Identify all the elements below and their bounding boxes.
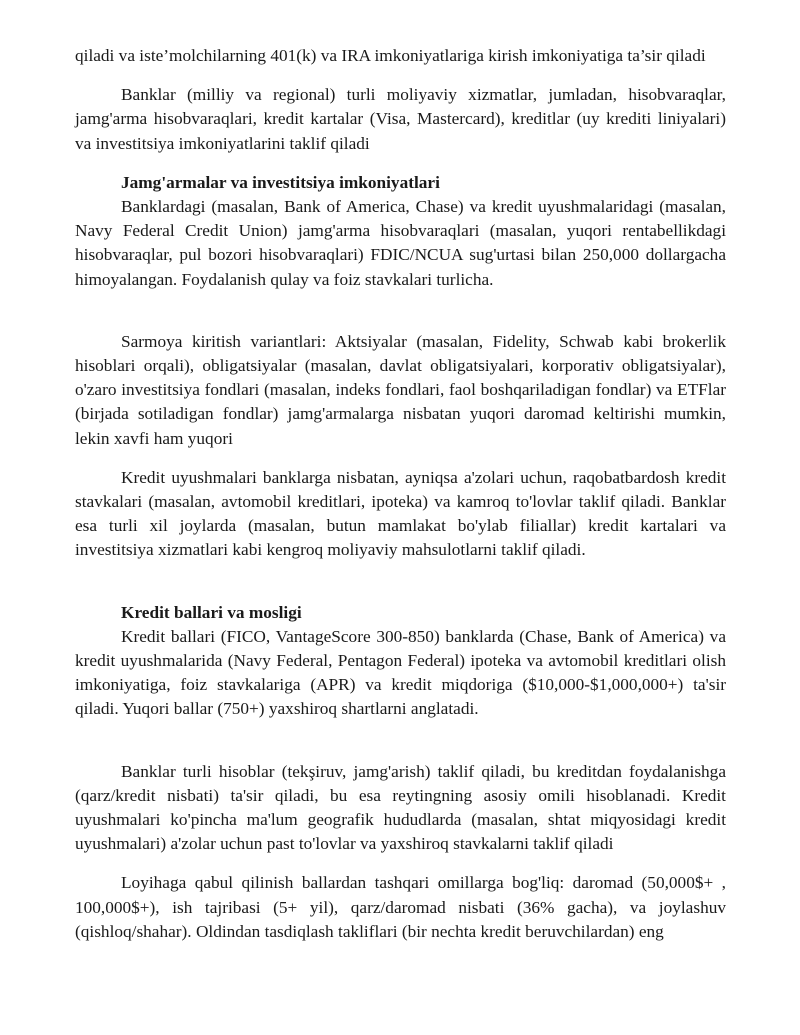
- spacer: [75, 292, 726, 330]
- spacer: [75, 156, 726, 171]
- spacer: [75, 856, 726, 871]
- paragraph-account-types: Banklar turli hisoblar (tekşiruv, jamg'arish) taklif qiladi, bu kreditdan foydalanishga (qarz/kredit nisbati) ta'sir qiladi, bu esa reytingning asosiy omili hisoblanadi. Kredit uyushmalari ko'pincha ma'lum geografik hududlarda (masalan, shtat miqyosidagi kredit uyushmalari) a'zolar uchun past to'lovlar va yaxshiroq stavkalarni taklif qiladi: [75, 761, 726, 854]
- spacer: [75, 563, 726, 601]
- paragraph-savings-accounts: Banklardagi (masalan, Bank of America, Chase) va kredit uyushmalaridagi (masalan, Navy Federal Credit Union) jamg'arma hisobvaraqlari (masalan, yuqori rentabellikdagi hisobvaraqlar, pul bozori hisobvaraqlari) FDIC/NCUA sug'urtasi bilan 250,000 dollargacha himoyalangan. Foydalanish qulay va foiz stavkalari turlicha.: [75, 197, 726, 289]
- spacer: [75, 68, 726, 83]
- spacer: [75, 722, 726, 760]
- paragraph-banks-services: Banklar (milliy va regional) turli moliyaviy xizmatlar, jumladan, hisobvaraqlar, jamg'arma hisobvaraqlari, kredit kartalar (Visa, Mastercard), kreditlar (uy krediti liniyalari) va investitsiya imkoniyatlarini taklif qiladi: [75, 85, 726, 153]
- paragraph-investment-options: Sarmoya kiritish variantlari: Aktsiyalar (masalan, Fidelity, Schwab kabi brokerlik hisoblari orqali), obligatsiyalar (masalan, davlat obligatsiyalari, korporativ obligatsiyalar), o'zaro investitsiya fondlari (masalan, indeks fondlari, faol boshqariladigan fondlar) va ETFlar (birjada sotiladigan fondlar) jamg'armalarga nisbatan yuqori daromad keltirishi mumkin, lekin xavfi ham yuqori: [75, 331, 726, 448]
- paragraph-credit-unions-vs-banks: Kredit uyushmalari banklarga nisbatan, ayniqsa a'zolari uchun, raqobatbardosh kredit stavkalari (masalan, avtomobil kreditlari, ipoteka) va kamroq to'lovlar taklif qiladi. Banklar esa turli xil joylarda (masalan, butun mamlakat bo'ylab filiallar) kredit kartalari va investitsiya xizmatlari kabi kengroq moliyaviy mahsulotlarni taklif qiladi.: [75, 467, 726, 560]
- paragraph-eligibility-factors: Loyihaga qabul qilinish ballardan tashqari omillarga bog'liq: daromad (50,000$+ , 100,000$+), ish tajribasi (5+ yil), qarz/daromad nisbati (36% gacha), va joylashuv (qishloq/shahar). Oldindan tasdiqlash takliflari (bir nechta kredit beruvchilardan) eng: [75, 873, 726, 941]
- paragraph-continued: qiladi va iste’molchilarning 401(k) va IRA imkoniyatlariga kirish imkoniyatiga ta’sir qiladi: [75, 46, 706, 65]
- spacer: [75, 451, 726, 466]
- section-heading-credit-scores: Kredit ballari va mosligi: [121, 602, 302, 622]
- paragraph-credit-scores: Kredit ballari (FICO, VantageScore 300-850) banklarda (Chase, Bank of America) va kredit uyushmalarida (Navy Federal, Pentagon Federal) ipoteka va avtomobil kreditlari olish imkoniyatiga, foiz stavkalariga (APR) va kredit miqdoriga ($10,000-$1,000,000+) ta'sir qiladi. Yuqori ballar (750+) yaxshiroq shartlarni anglatadi.: [75, 626, 726, 719]
- document-page: [75, 44, 726, 944]
- section-heading-savings: Jamg'armalar va investitsiya imkoniyatlari: [121, 172, 440, 192]
